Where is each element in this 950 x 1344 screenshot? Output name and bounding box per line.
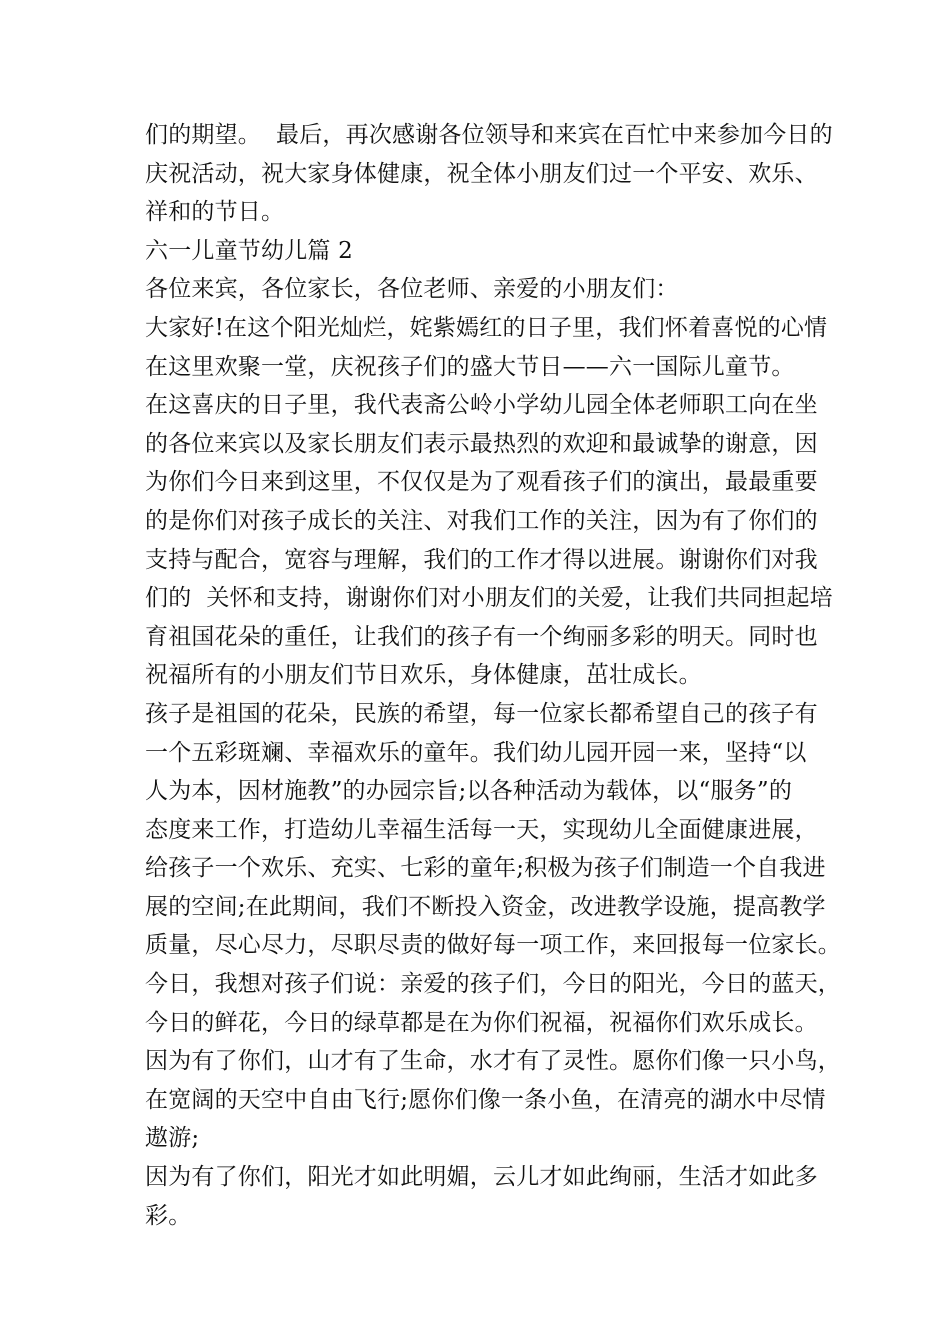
text-line: 育祖国花朵的重任，让我们的孩子有一个绚丽多彩的明天。同时也 bbox=[145, 623, 818, 650]
text-line: 展的空间;在此期间，我们不断投入资金，改进教学设施，提高教学 bbox=[145, 893, 826, 920]
text-line: 在这喜庆的日子里，我代表斋公岭小学幼儿园全体老师职工向在坐 bbox=[145, 392, 818, 419]
text-line: 态度来工作，打造幼儿幸福生活每一天，实现幼儿全面健康进展， bbox=[145, 816, 818, 843]
text-line: 庆祝活动，祝大家身体健康，祝全体小朋友们过一个平安、欢乐、 bbox=[145, 160, 818, 187]
salutation-line: 各位来宾，各位家长，各位老师、亲爱的小朋友们： bbox=[145, 276, 679, 303]
text-line: 人为本，因材施教”的办园宗旨;以各种活动为载体，以“服务”的 bbox=[145, 778, 793, 805]
text-line: 彩。 bbox=[145, 1202, 192, 1229]
document-body bbox=[145, 116, 841, 1235]
text-line: 们的 关怀和支持，谢谢你们对小朋友们的关爱，让我们共同担起培 bbox=[145, 585, 833, 612]
text-line: 祝福所有的小朋友们节日欢乐，身体健康，茁壮成长。 bbox=[145, 662, 702, 689]
text-line: 们的期望。 最后，再次感谢各位领导和来宾在百忙中来参加今日的 bbox=[145, 122, 833, 148]
text-line: 今日，我想对孩子们说：亲爱的孩子们，今日的阳光，今日的蓝天， bbox=[145, 971, 841, 998]
text-line: 质量，尽心尽力，尽职尽责的做好每一项工作，来回报每一位家长。 bbox=[145, 932, 841, 959]
text-line: 遨游; bbox=[145, 1125, 200, 1152]
text-line: 支持与配合，宽容与理解，我们的工作才得以进展。谢谢你们对我 bbox=[145, 546, 818, 573]
text-line: 祥和的节日。 bbox=[145, 199, 285, 226]
text-line: 为你们今日来到这里，不仅仅是为了观看孩子们的演出，最最重要 bbox=[145, 469, 818, 496]
text-line: 的是你们对孩子成长的关注、对我们工作的关注，因为有了你们的 bbox=[145, 507, 818, 534]
section-heading: 六一儿童节幼儿篇 2 bbox=[145, 237, 353, 264]
text-line: 孩子是祖国的花朵，民族的希望，每一位家长都希望自己的孩子有 bbox=[145, 700, 818, 727]
text-line: 在宽阔的天空中自由飞行;愿你们像一条小鱼，在清亮的湖水中尽情 bbox=[145, 1086, 826, 1113]
text-line: 因为有了你们，山才有了生命，水才有了灵性。愿你们像一只小鸟， bbox=[145, 1048, 841, 1075]
text-line: 今日的鲜花，今日的绿草都是在为你们祝福，祝福你们欢乐成长。 bbox=[145, 1009, 818, 1036]
text-line: 一个五彩斑斓、幸福欢乐的童年。我们幼儿园开园一来，坚持“以 bbox=[145, 739, 807, 766]
text-line: 给孩子一个欢乐、充实、七彩的童年;积极为孩子们制造一个自我进 bbox=[145, 855, 826, 882]
text-line: 因为有了你们，阳光才如此明媚，云儿才如此绚丽，生活才如此多 bbox=[145, 1164, 818, 1191]
text-line: 大家好!在这个阳光灿烂，姹紫嫣红的日子里，我们怀着喜悦的心情 bbox=[145, 314, 828, 341]
text-line: 的各位来宾以及家长朋友们表示最热烈的欢迎和最诚挚的谢意，因 bbox=[145, 430, 818, 457]
text-line: 在这里欢聚一堂，庆祝孩子们的盛大节日——六一国际儿童节。 bbox=[145, 353, 795, 380]
